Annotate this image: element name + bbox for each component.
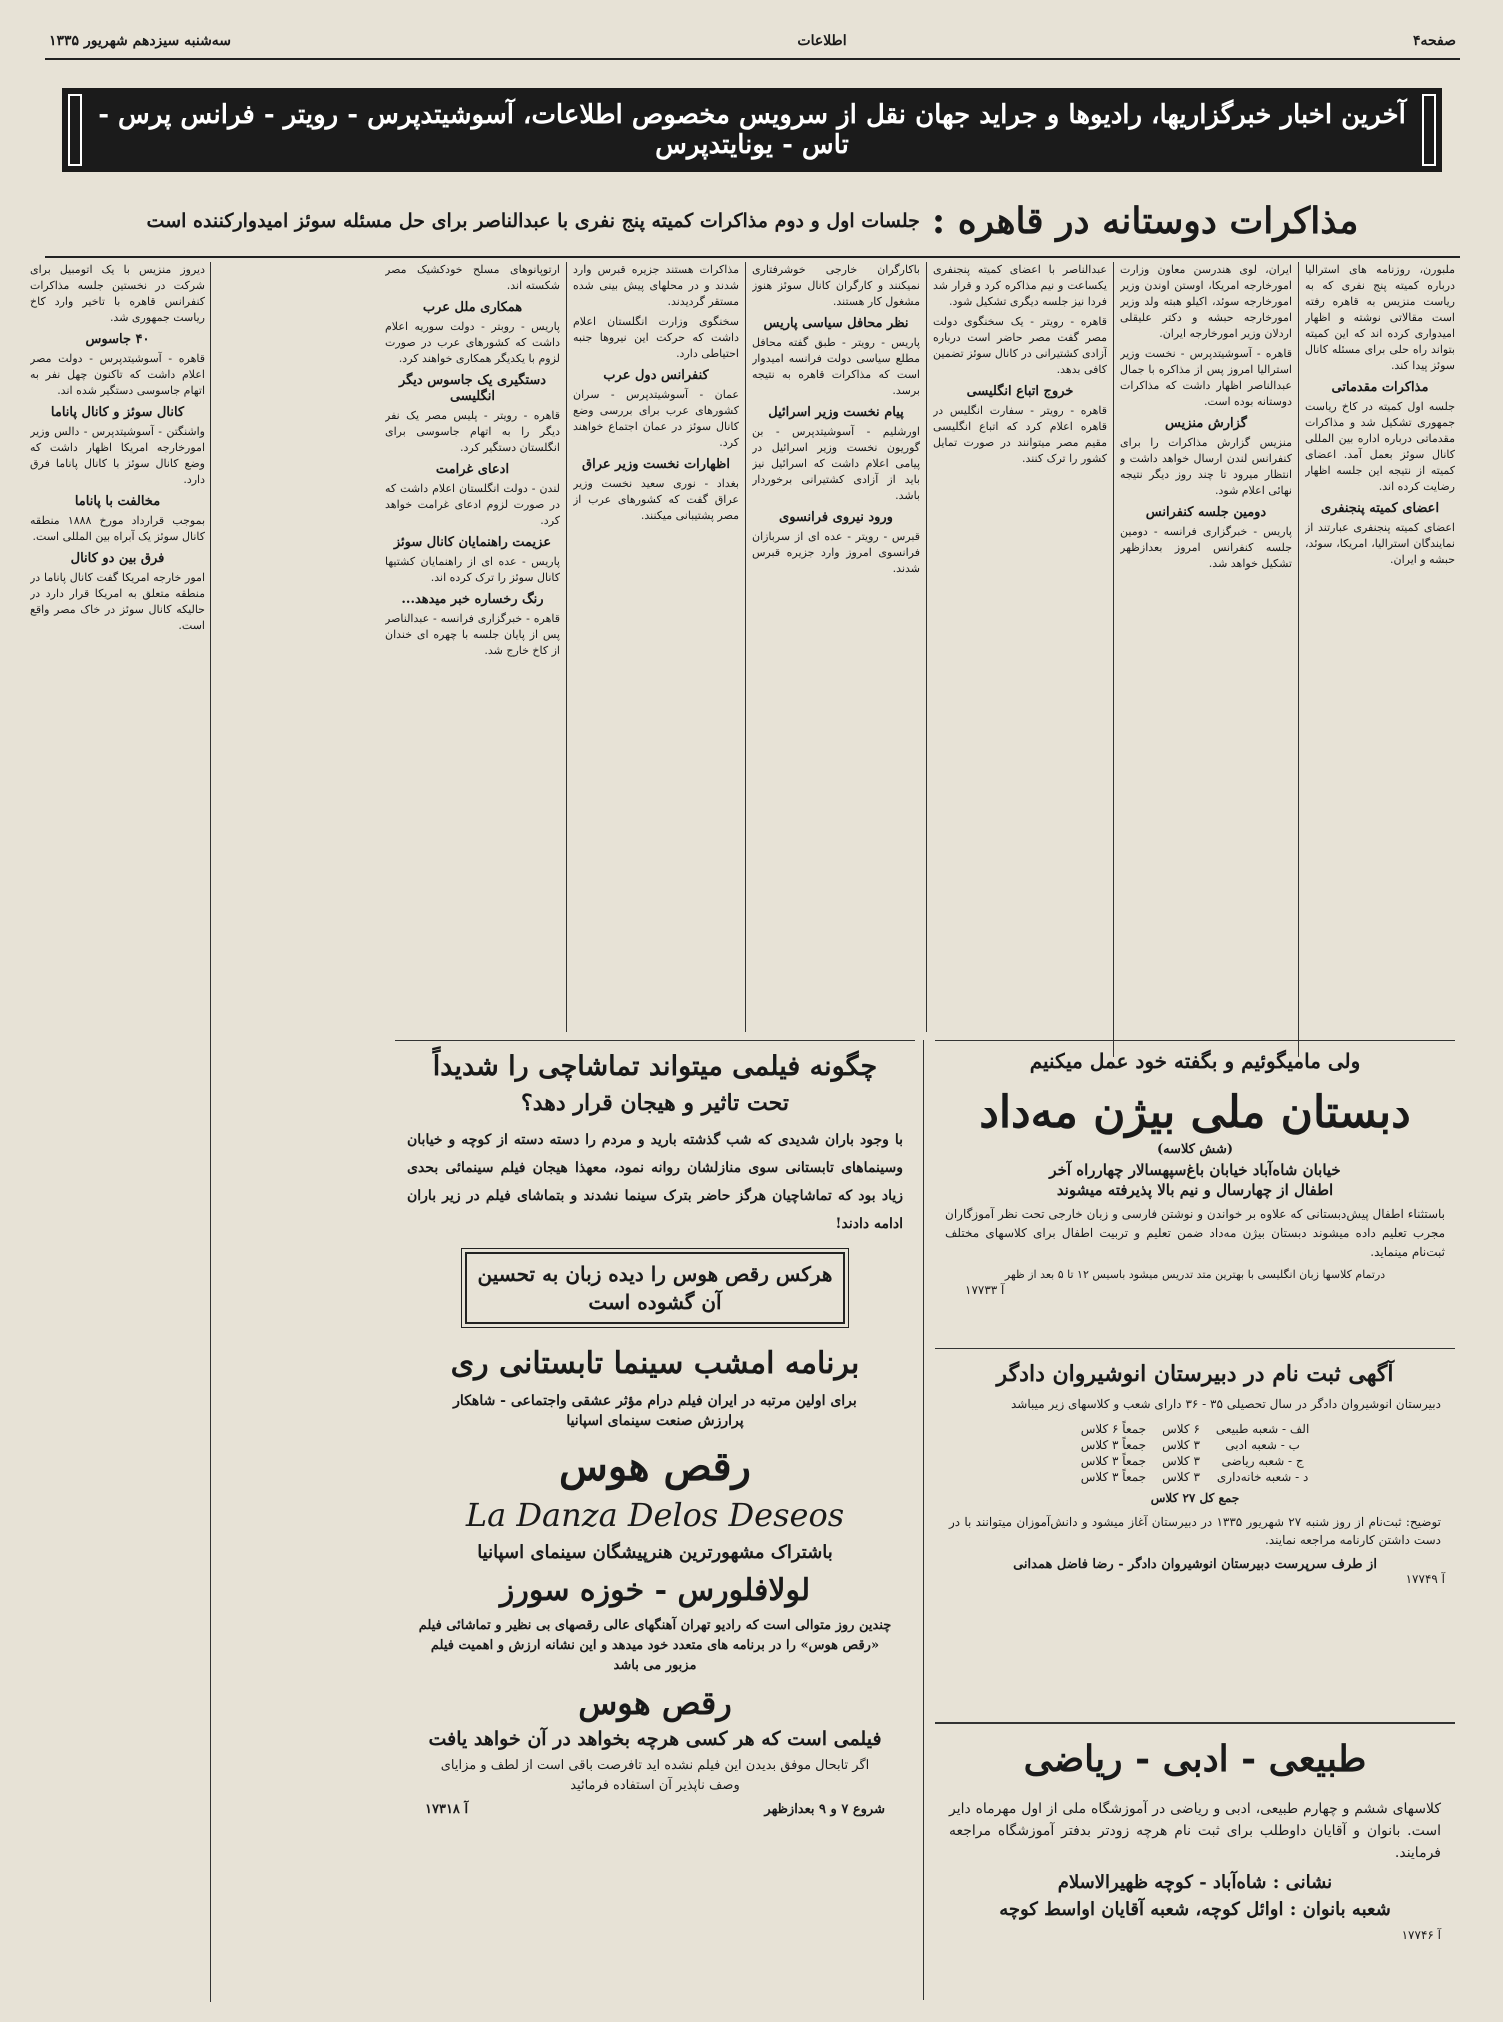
article-paragraph: پاریس - عده ای از راهنمایان کشتیها کانال سوئز را ترک کرده اند. bbox=[385, 555, 560, 584]
school-class-count: (شش کلاسه) bbox=[1156, 1142, 1234, 1157]
grade-cell-name: د - شعبه خانه‌داری bbox=[1216, 1470, 1309, 1484]
article-subheading: مذاکرات مقدماتی bbox=[1331, 380, 1429, 395]
headline-rule bbox=[45, 256, 1460, 258]
article-column-2 bbox=[1120, 262, 1292, 1057]
article-paragraph: سخنگوی وزارت انگلستان اعلام داشت که حرکت این نیروها جنبه احتیاطی دارد. bbox=[573, 315, 739, 360]
cast-line: باشتراک مشهورترین هنرپیشگان سینمای اسپانیا bbox=[477, 1542, 833, 1563]
column-divider bbox=[745, 262, 746, 1032]
main-headline bbox=[45, 188, 1460, 254]
tabiei-address1: نشانی : شاه‌آباد - کوچه ظهیرالاسلام bbox=[1057, 1872, 1333, 1893]
page-header bbox=[45, 30, 1460, 52]
article-paragraph: امور خارجه امریکا گفت کانال پاناما در منطقه متعلق به امریکا قرار دارد در حالیکه کانال سوئز در خاک مصر واقع است. bbox=[30, 571, 205, 632]
column-divider bbox=[926, 262, 927, 1032]
article-paragraph: مذاکرات هستند جزیره قبرس وارد شدند و در محلهای پیش بینی شده مستقر گردیدند. bbox=[573, 263, 739, 308]
cinema-question-line1: چگونه فیلمی میتواند تماشاچی را شدیداً bbox=[432, 1051, 878, 1082]
page-number: صفحه۴ bbox=[1412, 33, 1456, 49]
grade-cell-name: الف - شعبه طبیعی bbox=[1215, 1422, 1310, 1436]
headline-main: مذاکرات دوستانه در قاهره : bbox=[931, 200, 1359, 242]
article-subheading: دستگیری یک جاسوس دیگر انگلیسی bbox=[398, 373, 547, 404]
cinema-praise-box bbox=[465, 1252, 845, 1324]
article-paragraph: منزیس گزارش مذاکرات را برای کنفرانس لندن ارسال خواهد داشت و انتظار میرود تا چند روز دیگر نتیجه نهائی اعلام شود. bbox=[1120, 436, 1292, 497]
film-description: چندین روز متوالی است که رادیو تهران آهنگهای عالی رقصهای بی نظیر و تماشائی فیلم «رقص هوس» را در برنامه های متعدد خود میدهد و این نشانه ارزش و اهمیت فیلم مزبور می باشد bbox=[418, 1618, 892, 1673]
article-paragraph: اورشلیم - آسوشیتدپرس - بن گوریون نخست وزیر اسرائیل در پیامی اعلام داشت که اسرائیل نیز باید از آزادی کشتیرانی برخوردار باشد. bbox=[752, 425, 920, 502]
grade-row bbox=[1073, 1437, 1318, 1453]
article-paragraph: ایران، لوی هندرسن معاون وزارت امورخارجه امریکا، اوستن اوندن وزیر امورخارجه سوئد، اکیلو هبته ولد وزیر امورخارجه حبشه و دکتر علیقلی اردلان وزیر امورخارجه ایران. bbox=[1120, 263, 1292, 340]
tabiei-ref: آ ۱۷۷۴۶ bbox=[1401, 1928, 1441, 1942]
article-subheading: مخالفت با پاناما bbox=[74, 494, 161, 509]
article-subheading: خروج اتباع انگلیسی bbox=[966, 384, 1074, 399]
article-paragraph: عمان - آسوشیتدپرس - سران کشورهای عرب برای بررسی وضع کانال سوئز در عمان اجتماع خواهند کرد. bbox=[573, 388, 739, 449]
grade-cell-name: ج - شعبه ریاضی bbox=[1221, 1454, 1304, 1468]
banner-text: آخرین اخبار خبرگزاریها، رادیوها و جراید جهان نقل از سرویس مخصوص اطلاعات، آسوشیتدپرس - رویتر - فرانس پرس - تاس - یونایتدپرس bbox=[98, 100, 1406, 160]
praise-line1: هرکس رقص هوس را دیده زبان به تحسین bbox=[477, 1262, 833, 1286]
cinema-ad bbox=[395, 1040, 915, 2000]
tagline: فیلمی است که هر کسی هرچه بخواهد در آن خواهد یافت bbox=[428, 1728, 882, 1750]
article-subheading: دومین جلسه کنفرانس bbox=[1145, 505, 1267, 520]
school-body: باستثناء اطفال پیش‌دبستانی که علاوه بر خواندن و نوشتن فارسی و زبان خارجی تحت نظر آموزگاران مجرب تعلیم داده میشوند دبستان بیژن مه‌داد ضمن تعلیم و تربیت اطفال برای کلاسهای مختلف ثبت‌نام مینماید. bbox=[945, 1207, 1445, 1259]
film-title-fa-2: رقص هوس bbox=[578, 1684, 732, 1722]
column-divider bbox=[210, 262, 211, 2002]
article-subheading: نظر محافل سیاسی پاریس bbox=[763, 316, 909, 331]
article-paragraph: باکارگران خارجی خوشرفتاری نمیکنند و کارگران کانال سوئز هنوز مشغول کار هستند. bbox=[752, 263, 920, 308]
tabiei-address2: شعبه بانوان : اوائل کوچه، شعبه آقایان اواسط کوچه bbox=[999, 1899, 1391, 1920]
article-subheading: ورود نیروی فرانسوی bbox=[779, 510, 893, 525]
anoushirvan-signature: از طرف سرپرست دبیرستان انوشیروان دادگر - رضا فاضل همدانی bbox=[1013, 1557, 1377, 1572]
grade-cell-grade: ۳ کلاس bbox=[1162, 1470, 1200, 1484]
grade-cell-grade: ۳ کلاس bbox=[1162, 1438, 1200, 1452]
article-subheading: همکاری ملل عرب bbox=[422, 300, 523, 315]
article-paragraph: پاریس - روبتر - دولت سوریه اعلام داشت که کشورهای عرب در صورت لزوم با یکدیگر همکاری خواهند کرد. bbox=[385, 320, 560, 365]
article-column-1 bbox=[1305, 262, 1455, 1057]
grade-cell-name: ب - شعبه ادبی bbox=[1225, 1438, 1300, 1452]
article-subheading: ادعای غرامت bbox=[435, 462, 510, 477]
article-paragraph: ارتوپانوهای مسلح خودکشیک مصر شکسته اند. bbox=[385, 263, 560, 292]
school-ad bbox=[935, 1040, 1455, 1340]
program-title: برنامه امشب سینما تابستانی ری bbox=[450, 1346, 860, 1381]
grade-cell-count: جمعاً ۳ کلاس bbox=[1080, 1470, 1147, 1484]
article-subheading: پیام نخست وزیر اسرائیل bbox=[768, 405, 904, 420]
article-subheading: کانال سوئز و کانال پاناما bbox=[50, 405, 185, 420]
article-subheading: رنگ رخساره خبر میدهد... bbox=[401, 592, 544, 607]
article-paragraph: عبدالناصر با اعضای کمیته پنجنفری یکساعت و نیم مذاکره کرد و قرار شد فردا نیز جلسه دیگری تشکیل شود. bbox=[933, 263, 1107, 308]
school-name: دبستان ملی بیژن مه‌داد bbox=[979, 1087, 1411, 1138]
tabiei-title: طبیعی - ادبی - ریاضی bbox=[1023, 1738, 1367, 1780]
cinema-body: با وجود باران شدیدی که شب گذشته بارید و مردم را دسته دسته از کوچه و خیابان وسینماهای تابستانی سوی منازلشان روانه نمود، معهذا هیجان فیلم سینمائی بحدی زیاد بود که تماشاچیان هرگز حاضر بترک سینما نشدند و بتماشای فیلم در زیر باران ادامه دادند! bbox=[407, 1132, 903, 1232]
tabiei-body: کلاسهای ششم و چهارم طبیعی، ادبی و ریاضی در آموزشگاه ملی از اول مهرماه دایر است. بانوان و آقایان داوطلب برای ثبت نام هرچه زودتر بدفتر آموزشگاه مراجعه فرمایند. bbox=[949, 1801, 1441, 1861]
article-column-3 bbox=[933, 262, 1107, 1057]
grade-row bbox=[1073, 1421, 1318, 1437]
column-divider bbox=[923, 1040, 924, 2000]
article-column-7 bbox=[30, 262, 205, 1992]
article-paragraph: ملبورن، روزنامه های استرالیا درباره کمیته پنج نفری که به ریاست منزیس به قاهره رفته است مقالاتی نوشته و اظهار امیدواری کرده اند که این کمیته بتواند راه حلی برای مسئله کانال سوئز پیدا کند. bbox=[1305, 263, 1455, 372]
article-column-4 bbox=[752, 262, 920, 1032]
grades-table bbox=[1073, 1421, 1318, 1485]
article-subheading: فرق بین دو کانال bbox=[70, 551, 165, 566]
article-column-5 bbox=[573, 262, 739, 1032]
showtime: شروع ۷ و ۹ بعدازظهر bbox=[764, 1802, 885, 1817]
cinema-question-line2: تحت تاثیر و هیجان قرار دهد؟ bbox=[521, 1090, 789, 1116]
news-agencies-banner bbox=[62, 88, 1442, 172]
article-paragraph: جلسه اول کمیته در کاخ ریاست جمهوری تشکیل شد و مذاکرات مقدماتی درباره اداره بین المللی کانال سوئز بعمل آمد. اعضای کمیته از نتیجه این جلسه اظهار رضایت کرده اند. bbox=[1305, 400, 1455, 493]
article-subheading: اظهارات نخست وزیر عراق bbox=[582, 457, 730, 472]
article-paragraph: بموجب قرارداد مورخ ۱۸۸۸ منطقه کانال سوئز یک آبراه بین المللی است. bbox=[30, 514, 205, 543]
program-sub2: پرارزش صنعت سینمای اسپانیا bbox=[566, 1413, 744, 1429]
header-rule bbox=[45, 58, 1460, 60]
note: اگر تابحال موفق بدیدن این فیلم نشده اید تافرصت باقی است از لطف و مزایای وصف ناپذیر آن استفاده فرمائید bbox=[440, 1758, 870, 1793]
article-paragraph: اعضای کمیته پنجنفری عبارتند از نمایندگان استرالیا، امریکا، سوئد، حبشه و ایران. bbox=[1305, 521, 1455, 566]
anoushirvan-total: جمع کل ۲۷ کلاس bbox=[1150, 1491, 1240, 1505]
article-paragraph: قاهره - رویتر - یک سخنگوی دولت مصر گفت مصر حاضر است درباره آزادی کشتیرانی در کانال سوئز تضمین کافی بدهد. bbox=[933, 315, 1107, 376]
anoushirvan-ref: آ ۱۷۷۴۹ bbox=[1405, 1572, 1445, 1586]
grade-cell-count: جمعاً ۳ کلاس bbox=[1080, 1438, 1147, 1452]
cinema-footer bbox=[425, 1802, 885, 1817]
grade-cell-grade: ۶ کلاس bbox=[1162, 1422, 1200, 1436]
anoushirvan-ad bbox=[935, 1355, 1455, 1715]
column-divider bbox=[1298, 262, 1299, 1057]
article-paragraph: قاهره - آسوشیتدپرس - نخست وزیر استرالیا امروز پس از مذاکره با جمال عبدالناصر اظهار داشت که مذاکرات دوستانه بوده است. bbox=[1120, 347, 1292, 408]
article-subheading: ۴۰ جاسوس bbox=[85, 332, 150, 347]
issue-date: سه‌شنبه سیزدهم شهریور ۱۳۳۵ bbox=[49, 33, 232, 49]
anoushirvan-note: توضیح: ثبت‌نام از روز شنبه ۲۷ شهریور ۱۳۳۵ در دبیرستان آغاز میشود و دانش‌آموزان میتوانند با در دست داشتن کارنامه مراجعه نمایند. bbox=[949, 1515, 1442, 1547]
school-address: خیابان شاه‌آباد خیابان باغ‌سپهسالار چهارراه آخر bbox=[1049, 1161, 1341, 1179]
anoushirvan-title: آگهی ثبت نام در دبیرستان انوشیروان دادگر bbox=[996, 1361, 1394, 1387]
film-title-fa: رقص هوس bbox=[559, 1443, 751, 1490]
article-paragraph: قاهره - خبرگزاری فرانسه - عبدالناصر پس از پایان جلسه با چهره ای خندان از کاخ خارج شد. bbox=[385, 612, 560, 657]
article-paragraph: قبرس - رویتر - عده ای از سربازان فرانسوی امروز وارد جزیره قبرس شدند. bbox=[752, 530, 920, 575]
school-children-line: اطفال از چهارسال و نیم بالا پذیرفته میشوند bbox=[1056, 1181, 1334, 1199]
column-divider bbox=[1113, 262, 1114, 1057]
grade-row bbox=[1073, 1469, 1318, 1485]
school-footer: درتمام کلاسها زبان انگلیسی با بهترین متد تدریس میشود باسیس ۱۲ تا ۵ بعد از ظهر bbox=[1004, 1268, 1386, 1281]
article-paragraph: لندن - دولت انگلستان اعلام داشت که در صورت لزوم ادعای غرامت خواهد کرد. bbox=[385, 482, 560, 527]
article-paragraph: دیروز منزیس با یک اتومبیل برای شرکت در نخستین جلسه مذاکرات کنفرانس قاهره با تاخیر وارد کاخ ریاست جمهوری شد. bbox=[30, 263, 205, 324]
article-paragraph: قاهره - رویتر - سفارت انگلیس در قاهره اعلام کرد که اتباع انگلیسی مقیم مصر میتوانند در صورت تمایل کشور را ترک کنند. bbox=[933, 404, 1107, 465]
ad-divider bbox=[935, 1722, 1455, 1724]
paper-name: اطلاعات bbox=[797, 33, 847, 49]
article-paragraph: واشنگتن - آسوشیتدپرس - دالس وزیر امورخارجه امریکا اظهار داشت که وضع کانال سوئز با کانال پاناما فرق دارد. bbox=[30, 425, 205, 486]
article-paragraph: قاهره - رویتر - پلیس مصر یک نفر دیگر را به اتهام جاسوسی برای انگلستان دستگیر کرد. bbox=[385, 409, 560, 454]
praise-line2: آن گشوده است bbox=[588, 1290, 722, 1314]
article-paragraph: قاهره - آسوشیتدپرس - دولت مصر اعلام داشت که تاکنون چهل نفر به اتهام جاسوسی دستگیر شده اند. bbox=[30, 352, 205, 397]
tabiei-ad bbox=[935, 1730, 1455, 2000]
column-divider bbox=[566, 262, 567, 1032]
grade-cell-count: جمعاً ۳ کلاس bbox=[1080, 1454, 1147, 1468]
article-paragraph: پاریس - خبرگزاری فرانسه - دومین جلسه کنفرانس امروز بعدازظهر تشکیل خواهد شد. bbox=[1120, 525, 1292, 570]
article-subheading: کنفرانس دول عرب bbox=[603, 368, 709, 383]
article-paragraph: بغداد - نوری سعید نخست وزیر عراق گفت که کشورهای عرب از مصر پشتیبانی میکنند. bbox=[573, 477, 739, 522]
grade-cell-grade: ۳ کلاس bbox=[1162, 1454, 1200, 1468]
school-ref: آ ۱۷۷۳۳ bbox=[965, 1283, 1005, 1297]
headline-sub: جلسات اول و دوم مذاکرات کمیته پنج نفری با عبدالناصر برای حل مسئله سوئز امیدوارکننده است bbox=[146, 210, 920, 232]
film-title-latin: La Danza Delos Deseos bbox=[465, 1496, 845, 1534]
grade-cell-count: جمعاً ۶ کلاس bbox=[1080, 1422, 1147, 1436]
grade-row bbox=[1073, 1453, 1318, 1469]
anoushirvan-intro: دبیرستان انوشیروان دادگر در سال تحصیلی ۳۵ - ۳۶ دارای شعب و کلاسهای زیر میباشد bbox=[1010, 1397, 1441, 1411]
ad-divider bbox=[935, 1348, 1455, 1349]
article-paragraph: پاریس - رویتر - طبق گفته محافل مطلع سیاسی دولت فرانسه امیدوار است که مذاکرات قاهره به نتیجه برسد. bbox=[752, 336, 920, 397]
cinema-ref: آ ۱۷۳۱۸ bbox=[425, 1802, 469, 1817]
stars: لولافلورس - خوزه سورز bbox=[499, 1573, 811, 1608]
program-sub1: برای اولین مرتبه در ایران فیلم درام مؤثر عشقی واجتماعی - شاهکار bbox=[453, 1393, 857, 1409]
article-subheading: عزیمت راهنمایان کانال سوئز bbox=[393, 535, 552, 550]
article-subheading: گزارش منزیس bbox=[1165, 416, 1247, 431]
school-top-line: ولی مامیگوئیم و بگفته خود عمل میکنیم bbox=[1029, 1049, 1361, 1073]
article-subheading: اعضای کمیته پنجنفری bbox=[1320, 501, 1440, 516]
